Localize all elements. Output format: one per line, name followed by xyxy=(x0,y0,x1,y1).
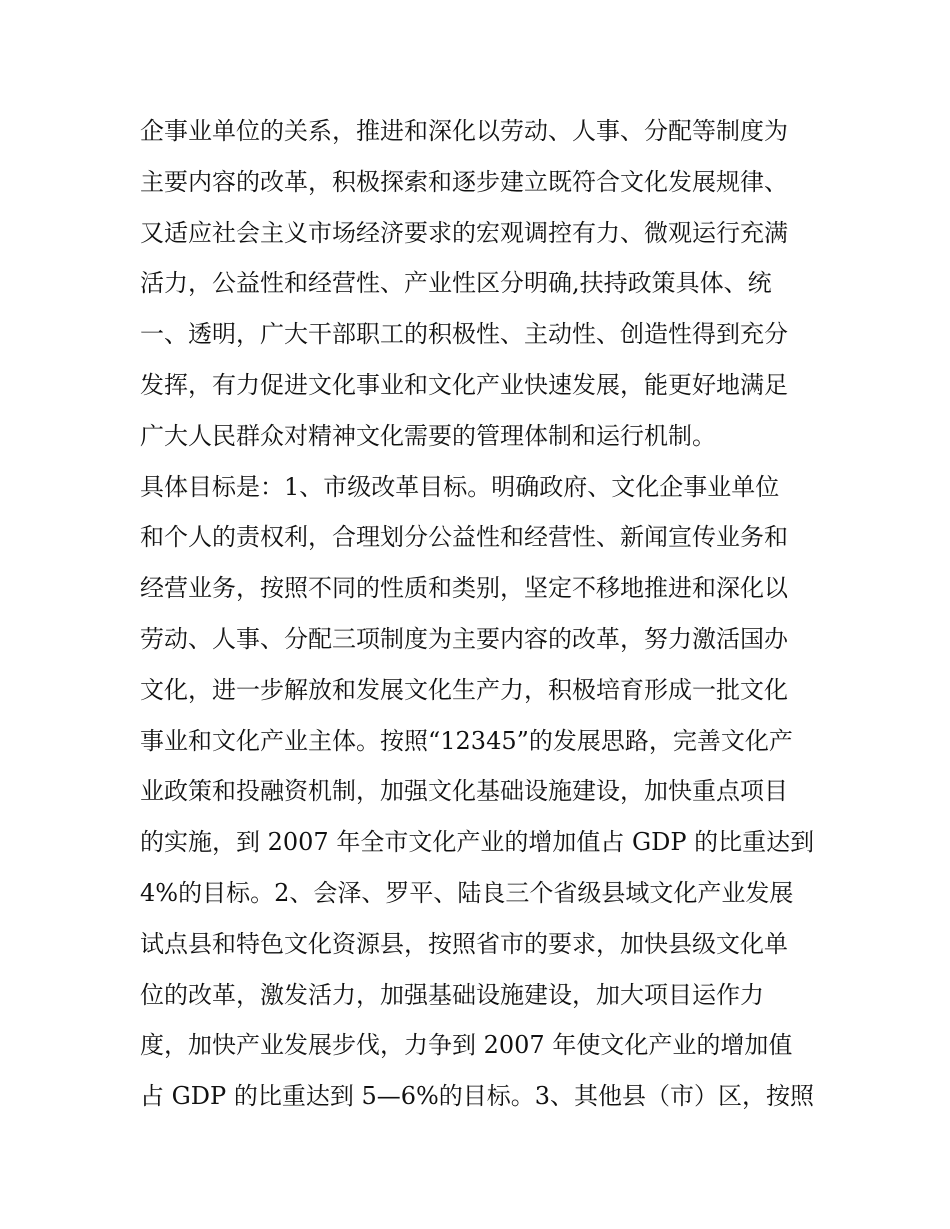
text-line: 业政策和投融资机制，加强文化基础设施建设，加快重点项目 xyxy=(140,777,788,806)
text-line: 和个人的责权利，合理划分公益性和经营性、新闻宣传业务和 xyxy=(140,523,788,552)
text-line: 位的改革，激发活力，加强基础设施建设，加大项目运作力 xyxy=(140,980,764,1009)
text-line: 度，加快产业发展步伐，力争到 2007 年使文化产业的增加值 xyxy=(140,1031,793,1060)
text-line: 试点县和特色文化资源县，按照省市的要求，加快县级文化单 xyxy=(140,929,788,958)
text-line: 4%的目标。2、会泽、罗平、陆良三个省级县域文化产业发展 xyxy=(140,878,794,907)
text-line: 事业和文化产业主体。按照“12345”的发展思路，完善文化产 xyxy=(140,726,793,755)
text-line: 广大人民群众对精神文化需要的管理体制和运行机制。 xyxy=(140,421,716,450)
text-line: 活力，公益性和经营性、产业性区分明确,扶持政策具体、统 xyxy=(140,269,772,298)
text-line: 具体目标是：1、市级改革目标。明确政府、文化企事业单位 xyxy=(140,472,780,501)
text-line: 企事业单位的关系，推进和深化以劳动、人事、分配等制度为 xyxy=(140,117,788,145)
text-line: 经营业务，按照不同的性质和类别，坚定不移地推进和深化以 xyxy=(140,574,788,603)
text-line: 一、透明，广大干部职工的积极性、主动性、创造性得到充分 xyxy=(140,320,788,349)
text-line: 主要内容的改革，积极探索和逐步建立既符合文化发展规律、 xyxy=(140,167,788,196)
text-line: 占 GDP 的比重达到 5—6%的目标。3、其他县（市）区，按照 xyxy=(140,1082,815,1111)
text-line: 的实施，到 2007 年全市文化产业的增加值占 GDP 的比重达到 xyxy=(140,828,815,857)
text-line: 劳动、人事、分配三项制度为主要内容的改革，努力激活国办 xyxy=(140,624,788,653)
text-line: 又适应社会主义市场经济要求的宏观调控有力、微观运行充满 xyxy=(140,218,788,247)
text-line: 文化，进一步解放和发展文化生产力，积极培育形成一批文化 xyxy=(140,675,788,704)
body-text xyxy=(140,106,820,1122)
text-line: 发挥，有力促进文化事业和文化产业快速发展，能更好地满足 xyxy=(140,370,788,399)
